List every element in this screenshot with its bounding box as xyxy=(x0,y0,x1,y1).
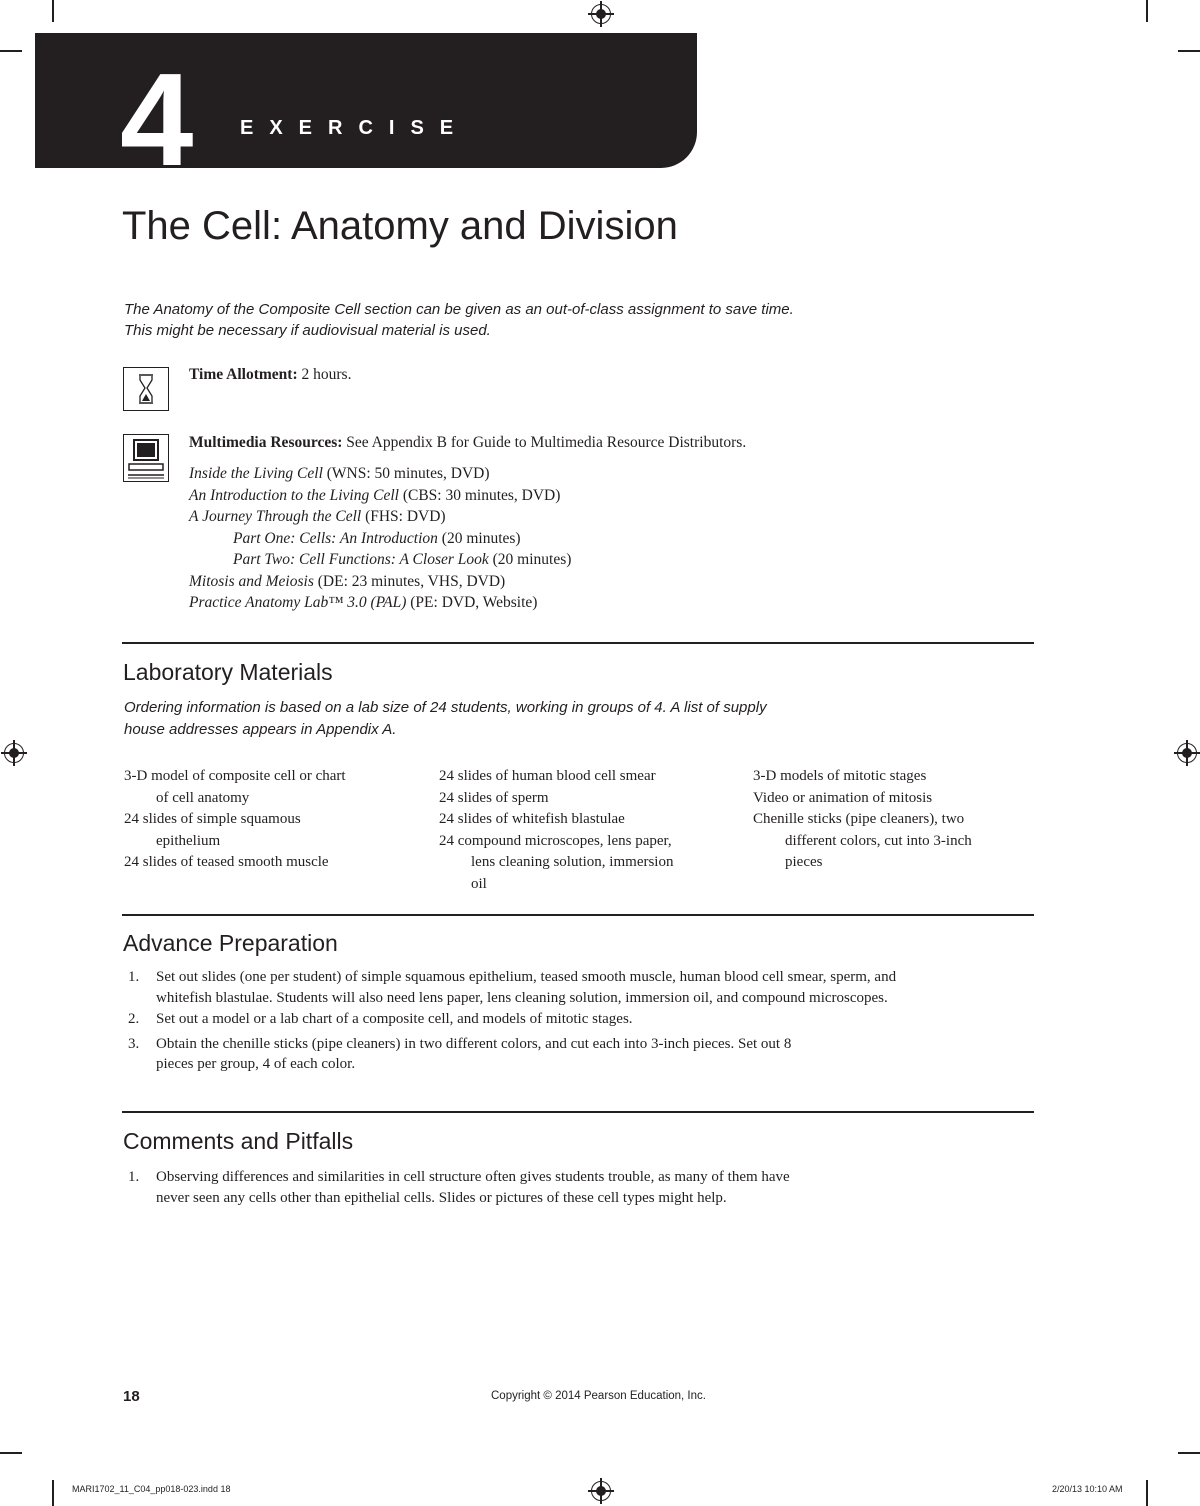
list-item: 24 slides of teased smooth muscle xyxy=(124,854,329,870)
chapter-number: 4 xyxy=(120,46,190,193)
list-item: An Introduction to the Living Cell (CBS: 30 minutes, DVD) xyxy=(189,486,561,504)
materials-column-1 xyxy=(124,766,424,874)
time-allotment-value: 2 hours. xyxy=(297,366,352,383)
list-item: 24 slides of simple squamous epithelium xyxy=(124,811,301,849)
materials-column-2 xyxy=(439,766,739,895)
hourglass-icon xyxy=(123,367,169,411)
multimedia-list xyxy=(189,463,571,614)
list-item: Practice Anatomy Lab™ 3.0 (PAL) (PE: DVD, Website) xyxy=(189,594,538,611)
list-item: Video or animation of mitosis xyxy=(753,789,933,806)
exercise-label: EXERCISE xyxy=(240,117,470,139)
registration-mark-icon xyxy=(1177,743,1197,763)
list-item: 3. Obtain the chenille sticks (pipe cleaners) in two different colors, and cut each into 3-inch pieces. Set out 8 pieces per group, 4 of each color. xyxy=(128,1035,792,1072)
list-item: 3-D models of mitotic stages xyxy=(753,768,927,784)
comments-list xyxy=(128,1167,1048,1209)
page-number: 18 xyxy=(123,1388,140,1405)
crop-mark xyxy=(1178,1452,1200,1454)
list-item: 24 slides of whitefish blastulae xyxy=(439,811,625,827)
crop-mark xyxy=(52,1480,54,1506)
list-item: Inside the Living Cell (WNS: 50 minutes, DVD) xyxy=(189,465,490,482)
print-slug-file: MARI1702_11_C04_pp018-023.indd 18 xyxy=(72,1484,231,1494)
advance-prep-list xyxy=(128,967,1048,1076)
crop-mark xyxy=(0,1452,22,1454)
multimedia-value: See Appendix B for Guide to Multimedia Resource Distributors. xyxy=(342,434,747,451)
copyright-notice: Copyright © 2014 Pearson Education, Inc. xyxy=(491,1390,706,1402)
lab-materials-note: Ordering information is based on a lab size of 24 students, working in groups of 4. A list of supply house addresses appears in Appendix A. xyxy=(124,699,767,738)
list-item: Chenille sticks (pipe cleaners), two different colors, cut into 3-inch pieces xyxy=(753,811,972,870)
intro-line: This might be necessary if audiovisual material is used. xyxy=(124,322,491,339)
intro-note xyxy=(124,299,964,341)
divider xyxy=(122,642,1034,644)
list-item: Part One: Cells: An Introduction (20 minutes) xyxy=(233,529,521,547)
intro-line: The Anatomy of the Composite Cell section can be given as an out-of-class assignment to save time. xyxy=(124,301,794,318)
registration-mark-icon xyxy=(4,743,24,763)
crop-mark xyxy=(1178,50,1200,52)
multimedia-label: Multimedia Resources: xyxy=(189,434,343,451)
materials-column-3 xyxy=(753,766,1043,874)
crop-mark xyxy=(0,50,22,52)
divider xyxy=(122,914,1034,916)
time-allotment-label: Time Allotment: xyxy=(189,366,298,383)
page-title: The Cell: Anatomy and Division xyxy=(122,204,678,248)
list-item: 3-D model of composite cell or chart of cell anatomy xyxy=(124,768,346,806)
section-heading-lab-materials: Laboratory Materials xyxy=(123,659,333,685)
section-heading-advance-prep: Advance Preparation xyxy=(123,930,338,956)
list-item: 1. Set out slides (one per student) of simple squamous epithelium, teased smooth muscle, human blood cell smear, sperm, and whitefish blastulae. Students will also need lens paper, lens cleaning solution, immersion oil, and compound microscopes. xyxy=(128,969,897,1006)
section-heading-comments: Comments and Pitfalls xyxy=(123,1128,354,1154)
print-slug-date: 2/20/13 10:10 AM xyxy=(1052,1484,1123,1494)
divider xyxy=(122,1111,1034,1113)
time-allotment xyxy=(189,364,351,386)
crop-mark xyxy=(1146,1480,1148,1506)
crop-mark xyxy=(1146,0,1148,22)
list-item: 24 slides of sperm xyxy=(439,789,549,806)
registration-mark-icon xyxy=(591,4,611,24)
list-item: A Journey Through the Cell (FHS: DVD) xyxy=(189,508,446,525)
multimedia-resources xyxy=(189,432,746,454)
list-item: Mitosis and Meiosis (DE: 23 minutes, VHS, DVD) xyxy=(189,572,506,590)
list-item: 24 slides of human blood cell smear xyxy=(439,768,656,784)
crop-mark xyxy=(52,0,54,22)
list-item: 1. Observing differences and similarities in cell structure often gives students trouble, as many of them have never seen any cells other than epithelial cells. Slides or pictures of these cell types might help. xyxy=(128,1169,790,1206)
registration-mark-icon xyxy=(591,1481,611,1501)
computer-icon xyxy=(123,434,169,482)
list-item: Part Two: Cell Functions: A Closer Look (20 minutes) xyxy=(233,551,572,568)
list-item: 24 compound microscopes, lens paper, lens cleaning solution, immersion oil xyxy=(439,832,674,892)
list-item: 2. Set out a model or a lab chart of a composite cell, and models of mitotic stages. xyxy=(128,1011,633,1027)
